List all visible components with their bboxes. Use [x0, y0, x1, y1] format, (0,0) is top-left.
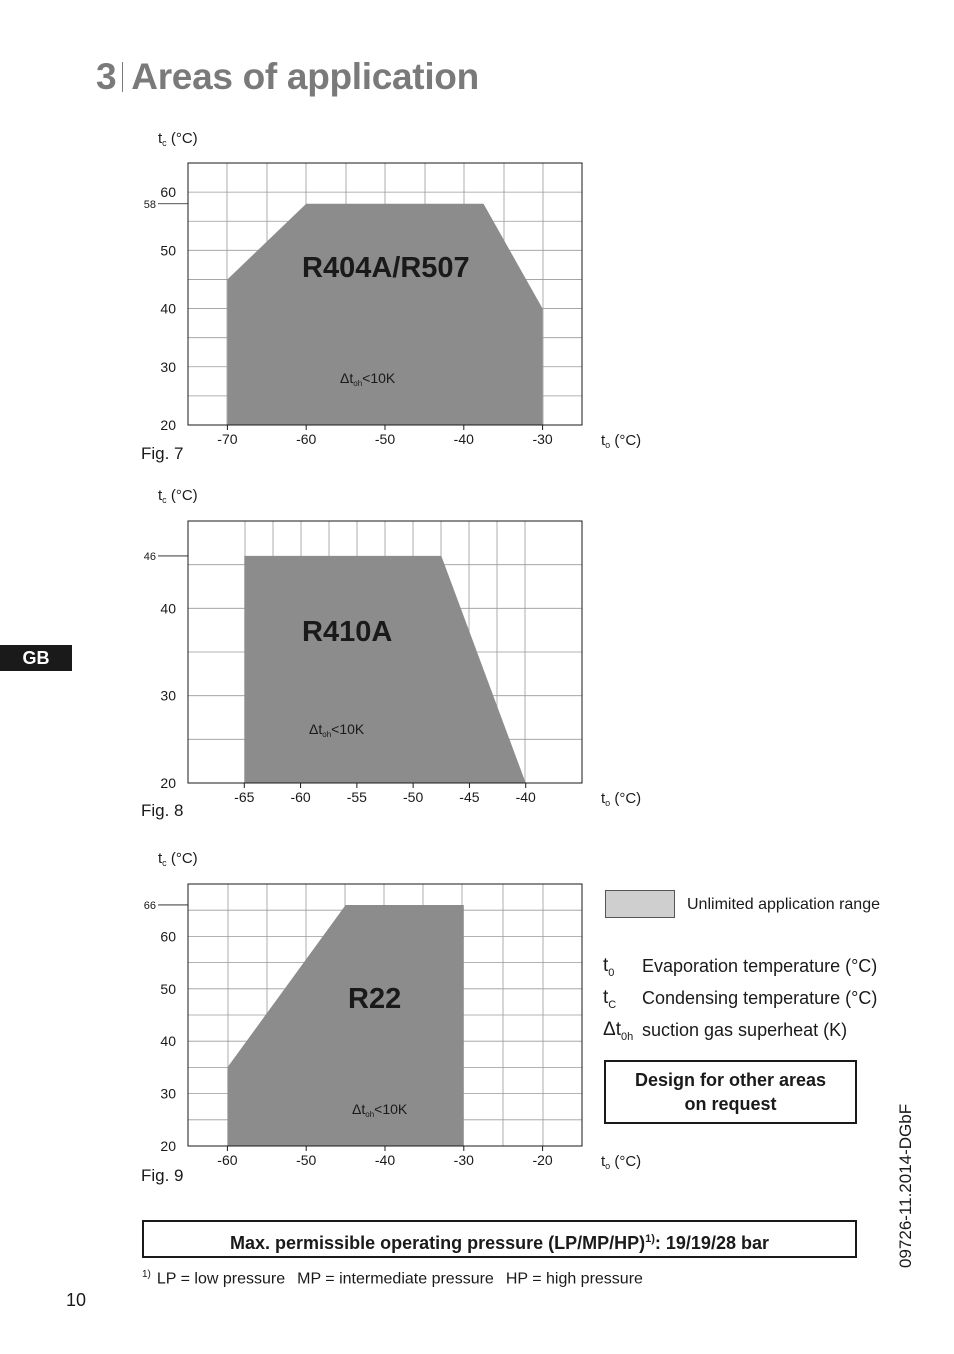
- chart-8-x-axis-label: $t_o$ (°C): [601, 790, 642, 808]
- chart-8-refrigerant-label: R410A: [302, 616, 393, 648]
- chart-8-x-tick-label: -55: [346, 789, 367, 805]
- chart-9-superheat-label: $\Delta t_{oh}<10K$: [352, 1101, 408, 1119]
- chart-9-y-tick-label: 20: [160, 1138, 176, 1154]
- chart-9-y-tick-label: 40: [160, 1033, 176, 1050]
- symbol-dtoh-desc: suction gas superheat (K): [642, 1020, 848, 1040]
- fig-8-label: Fig. 8: [141, 801, 184, 820]
- language-tab: GB: [0, 645, 72, 671]
- fig-9-label: Fig. 9: [141, 1166, 184, 1185]
- symbol-t0-desc: Evaporation temperature (°C): [642, 956, 878, 976]
- chart-9-max-marker-label: 66: [143, 899, 156, 912]
- chart-9-y-axis-label: $t_c$ (°C): [158, 850, 198, 868]
- section-number: 3: [96, 56, 117, 97]
- chart-9-y-tick-label: 30: [160, 1085, 176, 1102]
- chart-7-superheat-label: $\Delta t_{oh}<10K$: [340, 370, 396, 388]
- design-note-box: [604, 1060, 857, 1124]
- chart-7-x-tick-label: -60: [296, 431, 317, 447]
- chart-9-y-tick-label: 60: [160, 928, 176, 945]
- design-note-line2: on request: [684, 1094, 777, 1114]
- chart-9-x-tick-label: -20: [532, 1152, 553, 1168]
- chart-8-x-tick-label: -45: [459, 789, 480, 805]
- symbol-tc-desc: Condensing temperature (°C): [642, 988, 878, 1008]
- footnote-mark: 1): [142, 1269, 151, 1280]
- chart-9-x-tick-label: -30: [453, 1152, 474, 1168]
- chart-9-x-tick-label: -50: [296, 1152, 317, 1168]
- footnote-lp: LP = low pressure: [156, 1270, 286, 1288]
- chart-9-refrigerant-label: R22: [348, 983, 402, 1015]
- chart-8-max-marker-label: 46: [143, 550, 156, 563]
- pressure-text: Max. permissible operating pressure (LP/MP/HP): [230, 1233, 646, 1253]
- chart-7-y-tick-label: 20: [160, 417, 176, 433]
- fig-7-label: Fig. 7: [141, 444, 184, 463]
- symbol-dtoh: $\Delta t_{0h}$: [603, 1019, 634, 1043]
- pressure-box: [142, 1220, 857, 1258]
- chart-7-y-tick-label: 30: [160, 358, 176, 375]
- chart-9-x-tick-label: -60: [217, 1152, 238, 1168]
- chart-8-x-tick-label: -60: [290, 789, 311, 805]
- symbol-tc: $t_C$: [603, 987, 617, 1011]
- chart-7-x-tick-label: -70: [217, 431, 238, 447]
- chart-8-x-tick-label: -50: [403, 789, 424, 805]
- chart-9-x-axis-label: $t_o$ (°C): [601, 1153, 642, 1171]
- section-title: Areas of application: [131, 56, 479, 97]
- chart-7-x-tick-label: -40: [453, 431, 474, 447]
- legend-label: Unlimited application range: [687, 896, 880, 913]
- footnote-hp: HP = high pressure: [505, 1270, 643, 1288]
- chart-7-max-marker-label: 58: [143, 198, 156, 211]
- chart-9-x-tick-label: -40: [374, 1152, 396, 1168]
- chart-7-x-tick-label: -50: [374, 431, 396, 447]
- chart-7-y-tick-label: 50: [160, 242, 176, 259]
- footnote: [142, 1269, 643, 1288]
- pressure-footnote-mark: 1): [645, 1233, 655, 1245]
- chart-7-y-axis-label: $t_c$ (°C): [158, 130, 198, 148]
- symbol-t0: $t_0$: [603, 955, 615, 979]
- chart-8-y-tick-label: 20: [160, 775, 176, 791]
- legend-swatch: [605, 890, 675, 918]
- page-number: 10: [66, 1290, 87, 1310]
- chart-8-x-tick-label: -40: [515, 789, 536, 805]
- chart-8-y-tick-label: 40: [160, 600, 176, 617]
- footnote-mp: MP = intermediate pressure: [297, 1270, 494, 1288]
- chart-8-x-tick-label: -65: [234, 789, 255, 805]
- chart-7-y-tick-label: 40: [160, 300, 176, 317]
- chart-8-y-tick-label: 30: [160, 687, 176, 704]
- chart-7-x-axis-label: $t_o$ (°C): [601, 432, 642, 450]
- chart-7-refrigerant-label: R404A/R507: [302, 252, 470, 284]
- chart-7-x-tick-label: -30: [532, 431, 553, 447]
- chart-7-y-tick-label: 60: [160, 184, 176, 201]
- document-code: 09726-11.2014-DGbF: [896, 1103, 915, 1268]
- chart-8-superheat-label: $\Delta t_{oh}<10K$: [309, 721, 365, 739]
- chart-7-application-region: [227, 204, 542, 425]
- design-note-line1: Design for other areas: [634, 1070, 827, 1090]
- chart-8-y-axis-label: $t_c$ (°C): [158, 487, 198, 505]
- pressure-value: : 19/19/28 bar: [654, 1233, 769, 1253]
- chart-9-y-tick-label: 50: [160, 980, 176, 997]
